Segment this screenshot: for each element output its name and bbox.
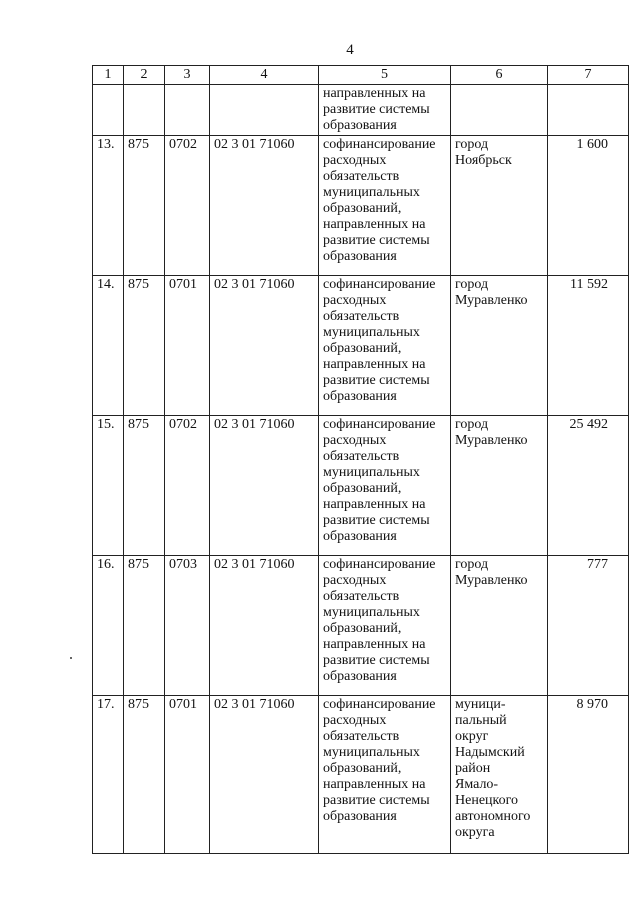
- cell-code: 875: [124, 696, 165, 854]
- purpose-line: развитие системы: [323, 793, 430, 808]
- purpose-line: образований,: [323, 761, 402, 776]
- recipient-line: округ: [455, 729, 489, 744]
- cell-target: 02 3 01 71060: [210, 556, 319, 696]
- purpose-line: софинансирование: [323, 417, 436, 432]
- purpose-line: обязательств: [323, 309, 400, 324]
- purpose-line: направленных на: [323, 637, 426, 652]
- cell-section: 0703: [165, 556, 210, 696]
- header-col-4: 4: [210, 66, 319, 85]
- cell-recipient: [451, 85, 548, 136]
- cell-code: 875: [124, 416, 165, 556]
- cell-code: 875: [124, 136, 165, 276]
- purpose-line: муниципальных: [323, 185, 420, 200]
- purpose-line: направленных на: [323, 777, 426, 792]
- cell-target: 02 3 01 71060: [210, 696, 319, 854]
- cell-recipient: [451, 276, 548, 416]
- scan-speck: [70, 657, 72, 659]
- purpose-line: обязательств: [323, 449, 400, 464]
- purpose-line: развитие системы: [323, 233, 430, 248]
- cell-target: [210, 85, 319, 136]
- header-row: [93, 66, 629, 85]
- cell-num: 16.: [93, 556, 124, 696]
- recipient-line: пальный: [455, 713, 507, 728]
- cell-target: 02 3 01 71060: [210, 276, 319, 416]
- cell-amount: 1 600: [548, 136, 629, 276]
- recipient-line: Муравленко: [455, 293, 528, 308]
- purpose-line: направленных на: [323, 217, 426, 232]
- purpose-line: расходных: [323, 573, 387, 588]
- purpose-line: расходных: [323, 293, 387, 308]
- table-row: [93, 276, 629, 416]
- cell-purpose: [319, 696, 451, 854]
- header-col-3: 3: [165, 66, 210, 85]
- header-col-6: 6: [451, 66, 548, 85]
- cell-recipient: [451, 556, 548, 696]
- purpose-line: образований,: [323, 201, 402, 216]
- cell-num: 14.: [93, 276, 124, 416]
- cell-purpose: [319, 416, 451, 556]
- recipient-line: округа: [455, 825, 495, 840]
- cell-amount: [548, 85, 629, 136]
- recipient-line: город: [455, 277, 489, 292]
- recipient-line: Надымский: [455, 745, 525, 760]
- cell-code: 875: [124, 556, 165, 696]
- purpose-line: муниципальных: [323, 465, 420, 480]
- cell-num: 17.: [93, 696, 124, 854]
- table-row: [93, 696, 629, 854]
- table-row: [93, 416, 629, 556]
- table-row: [93, 556, 629, 696]
- recipient-line: город: [455, 417, 489, 432]
- table-row: [93, 136, 629, 276]
- purpose-line: софинансирование: [323, 277, 436, 292]
- purpose-line: образования: [323, 118, 397, 133]
- recipient-line: Муравленко: [455, 433, 528, 448]
- purpose-line: образования: [323, 249, 397, 264]
- page-number: 4: [346, 42, 354, 58]
- recipient-line: город: [455, 557, 489, 572]
- cell-section: 0701: [165, 276, 210, 416]
- cell-recipient: [451, 136, 548, 276]
- purpose-line: расходных: [323, 433, 387, 448]
- cell-purpose: [319, 556, 451, 696]
- header-col-1: 1: [93, 66, 124, 85]
- cell-amount: 11 592: [548, 276, 629, 416]
- cell-purpose: [319, 136, 451, 276]
- purpose-line: развитие системы: [323, 653, 430, 668]
- cell-num: [93, 85, 124, 136]
- purpose-line: развитие системы: [323, 102, 430, 117]
- recipient-line: муници-: [455, 697, 506, 712]
- purpose-line: образования: [323, 809, 397, 824]
- cell-purpose: [319, 276, 451, 416]
- cell-section: 0701: [165, 696, 210, 854]
- purpose-line: муниципальных: [323, 605, 420, 620]
- cell-target: 02 3 01 71060: [210, 416, 319, 556]
- cell-purpose: [319, 85, 451, 136]
- purpose-line: направленных на: [323, 497, 426, 512]
- header-col-2: 2: [124, 66, 165, 85]
- purpose-line: образований,: [323, 481, 402, 496]
- recipient-line: район: [455, 761, 491, 776]
- cell-target: 02 3 01 71060: [210, 136, 319, 276]
- recipient-line: город: [455, 137, 489, 152]
- purpose-line: софинансирование: [323, 557, 436, 572]
- purpose-line: направленных на: [323, 86, 426, 101]
- purpose-line: софинансирование: [323, 697, 436, 712]
- cell-num: 15.: [93, 416, 124, 556]
- purpose-line: расходных: [323, 153, 387, 168]
- continuation-row: [93, 85, 629, 136]
- purpose-line: развитие системы: [323, 513, 430, 528]
- purpose-line: муниципальных: [323, 325, 420, 340]
- purpose-line: обязательств: [323, 169, 400, 184]
- cell-section: 0702: [165, 136, 210, 276]
- cell-amount: 777: [548, 556, 629, 696]
- recipient-line: автономного: [455, 809, 531, 824]
- cell-code: [124, 85, 165, 136]
- purpose-line: образования: [323, 529, 397, 544]
- cell-amount: 25 492: [548, 416, 629, 556]
- cell-section: 0702: [165, 416, 210, 556]
- purpose-line: направленных на: [323, 357, 426, 372]
- cell-recipient: [451, 696, 548, 854]
- cell-section: [165, 85, 210, 136]
- purpose-line: обязательств: [323, 729, 400, 744]
- header-col-5: 5: [319, 66, 451, 85]
- cell-num: 13.: [93, 136, 124, 276]
- header-col-7: 7: [548, 66, 629, 85]
- recipient-line: Ноябрьск: [455, 153, 512, 168]
- purpose-line: образований,: [323, 341, 402, 356]
- allocation-table: [92, 65, 629, 854]
- cell-recipient: [451, 416, 548, 556]
- purpose-line: обязательств: [323, 589, 400, 604]
- cell-amount: 8 970: [548, 696, 629, 854]
- purpose-line: расходных: [323, 713, 387, 728]
- recipient-line: Ненецкого: [455, 793, 519, 808]
- purpose-line: образований,: [323, 621, 402, 636]
- purpose-line: образования: [323, 669, 397, 684]
- purpose-line: образования: [323, 389, 397, 404]
- purpose-line: софинансирование: [323, 137, 436, 152]
- recipient-line: Муравленко: [455, 573, 528, 588]
- purpose-line: муниципальных: [323, 745, 420, 760]
- purpose-line: развитие системы: [323, 373, 430, 388]
- recipient-line: Ямало-: [455, 777, 499, 792]
- cell-code: 875: [124, 276, 165, 416]
